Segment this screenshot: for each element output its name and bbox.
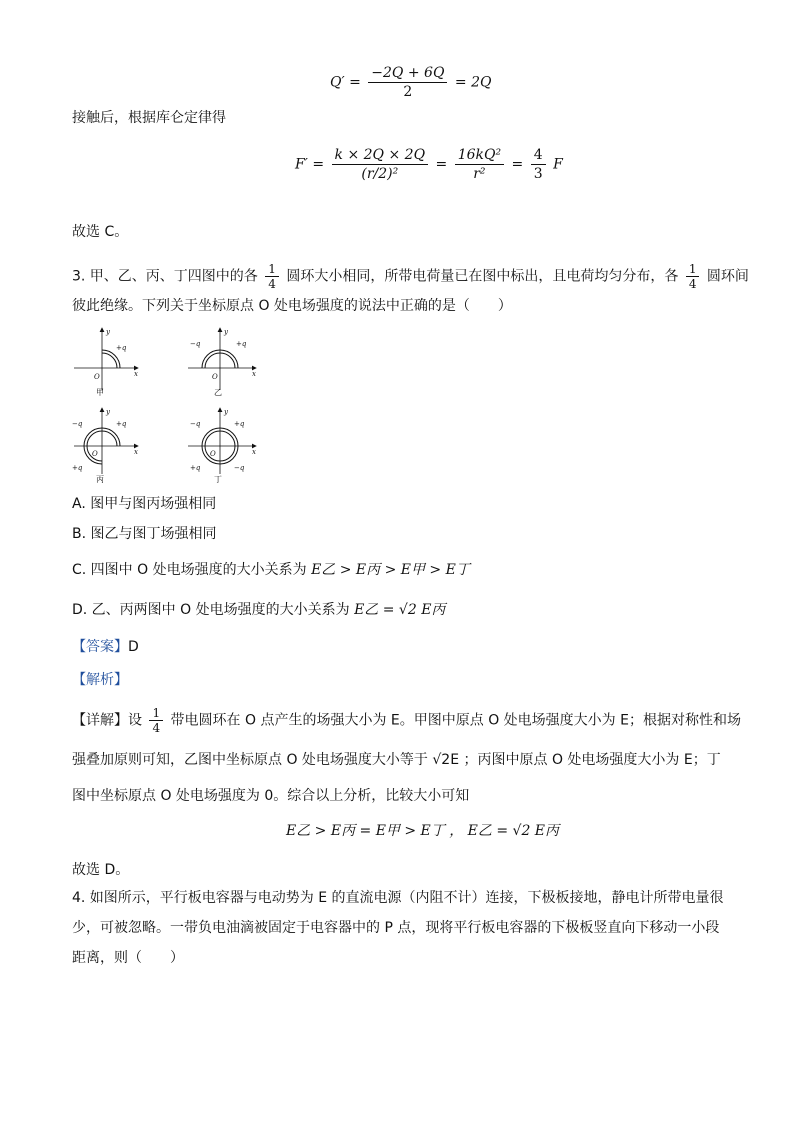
eq2-denominator-3: 3 (533, 166, 543, 182)
figure-jia (74, 328, 138, 397)
option-a: A. 图甲与图丙场强相同 (72, 496, 217, 512)
bing-caption: 丙 (96, 475, 104, 484)
q3-fraction-2 (686, 262, 700, 291)
option-b: B. 图乙与图丁场强相同 (72, 526, 217, 542)
ding-caption: 丁 (214, 475, 222, 484)
yi-caption: 乙 (214, 388, 222, 397)
option-d (72, 600, 445, 620)
select-d-text: 故选 D。 (72, 862, 130, 878)
answer-tag: 【答案】 (72, 639, 128, 655)
bing-y-label: y (106, 408, 110, 416)
q3-fraction-1 (265, 262, 279, 291)
q3-frac-num-1: 1 (265, 262, 279, 277)
select-c-text: 故选 C。 (72, 224, 129, 240)
detail-line-2: 强叠加原则可知，乙图中坐标原点 O 处电场强度大小等于 √2E ；丙图中原点 O 处电场强度大小为 E；丁 (72, 752, 721, 768)
jia-charge-label: +q (116, 344, 127, 352)
jia-caption: 甲 (96, 388, 104, 397)
eq2-denominator-2: r² (473, 166, 486, 182)
eq2-rhs: F (553, 156, 563, 173)
q3-frac-den-2: 4 (688, 277, 697, 291)
yi-charge-right: +q (236, 340, 247, 348)
eq2-denominator-1: (r/2)² (361, 166, 399, 182)
jia-ring-outer (102, 350, 120, 368)
ding-charge-bl: +q (190, 464, 201, 472)
bing-charge-bottom: +q (72, 464, 83, 472)
q3-part3: 圆环间 (706, 268, 749, 285)
bing-x-label: x (134, 448, 138, 456)
yi-origin-label: O (212, 373, 218, 381)
detail-line-3: 图中坐标原点 O 处电场强度为 0。综合以上分析，比较大小可知 (72, 788, 470, 804)
option-c-relation: E乙 > E丙 > E甲 > E丁 (311, 562, 470, 578)
detail-fraction (149, 706, 163, 735)
bing-origin-label: O (92, 450, 98, 458)
eq2-numerator-1: k × 2Q × 2Q (332, 146, 429, 165)
detail-l1a: 设 (128, 712, 142, 729)
eq2-lhs: F′ = (295, 156, 325, 173)
eq2-numerator-3: 4 (531, 146, 546, 165)
eq1-rhs: = 2Q (454, 74, 492, 91)
ding-origin-label: O (210, 450, 216, 458)
q4-line-1: 4. 如图所示，平行板电容器与电动势为 E 的直流电源（内阻不计）连接，下极板接地，静电计所带电量很 (72, 890, 724, 906)
eq2-fraction-3 (531, 146, 546, 183)
detail-line-1 (72, 706, 741, 735)
equation-f-prime (295, 146, 563, 183)
ding-charge-br: −q (234, 464, 245, 472)
jia-origin-label: O (94, 373, 100, 381)
answer-value: D (128, 639, 139, 655)
option-d-relation: E乙 = √2 E丙 (354, 602, 446, 618)
bing-charge-right: +q (116, 420, 127, 428)
q3-figures (70, 324, 290, 484)
figure-ding (188, 408, 256, 484)
eq2-fraction-1 (332, 146, 429, 183)
eq2-equals-1: = (435, 156, 448, 173)
q3-part2: 圆环大小相同，所带电荷量已在图中标出，且电荷均匀分布，各 (286, 268, 679, 285)
ding-charge-tr: +q (234, 420, 245, 428)
detail-frac-num: 1 (149, 706, 163, 721)
detail-l1b: 带电圆环在 O 点产生的场强大小为 E。甲图中原点 O 处电场强度大小为 E；根据对称性和场 (170, 712, 741, 729)
detail-tag: 【详解】 (72, 712, 128, 729)
eq1-denominator: 2 (403, 84, 413, 100)
yi-charge-left: −q (190, 340, 201, 348)
q3-frac-den-1: 4 (268, 277, 276, 291)
ding-charge-tl: −q (190, 420, 201, 428)
q3-part1: 3. 甲、乙、丙、丁四图中的各 (72, 268, 258, 285)
q3-line-2: 彼此绝缘。下列关于坐标原点 O 处电场强度的说法中正确的是（ ） (72, 298, 512, 314)
option-d-text: D. 乙、丙两图中 O 处电场强度的大小关系为 (72, 602, 350, 618)
analysis-tag: 【解析】 (72, 672, 128, 688)
answer-line (72, 637, 139, 657)
figure-bing (72, 408, 138, 484)
eq1-lhs: Q′ = (330, 74, 361, 91)
after-contact-text: 接触后，根据库仑定律得 (72, 110, 226, 126)
jia-y-label: y (106, 328, 110, 336)
q3-line-1 (72, 262, 749, 291)
bing-charge-left: −q (72, 420, 83, 428)
eq2-numerator-2: 16kQ² (455, 146, 504, 165)
option-c-text: C. 四图中 O 处电场强度的大小关系为 (72, 562, 307, 578)
option-c (72, 560, 470, 580)
yi-x-label: x (252, 370, 256, 378)
eq1-numerator: −2Q + 6Q (368, 64, 447, 83)
yi-y-label: y (224, 328, 228, 336)
ding-x-label: x (252, 448, 256, 456)
q3-frac-num-2: 1 (686, 262, 700, 277)
jia-x-label: x (134, 370, 138, 378)
ding-y-label: y (224, 408, 228, 416)
eq1-fraction (368, 64, 447, 101)
q4-line-3: 距离，则（ ） (72, 950, 184, 966)
detail-result: E乙 > E丙 = E甲 > E丁 ， E乙 = √2 E丙 (286, 823, 560, 839)
equation-q-prime (330, 64, 491, 101)
eq2-fraction-2 (455, 146, 504, 183)
figure-yi (188, 328, 256, 397)
detail-frac-den: 4 (152, 721, 161, 735)
q4-line-2: 少，可被忽略。一带负电油滴被固定于电容器中的 P 点，现将平行板电容器的下极板竖直向下移动一小段 (72, 920, 720, 936)
eq2-equals-2: = (511, 156, 524, 173)
